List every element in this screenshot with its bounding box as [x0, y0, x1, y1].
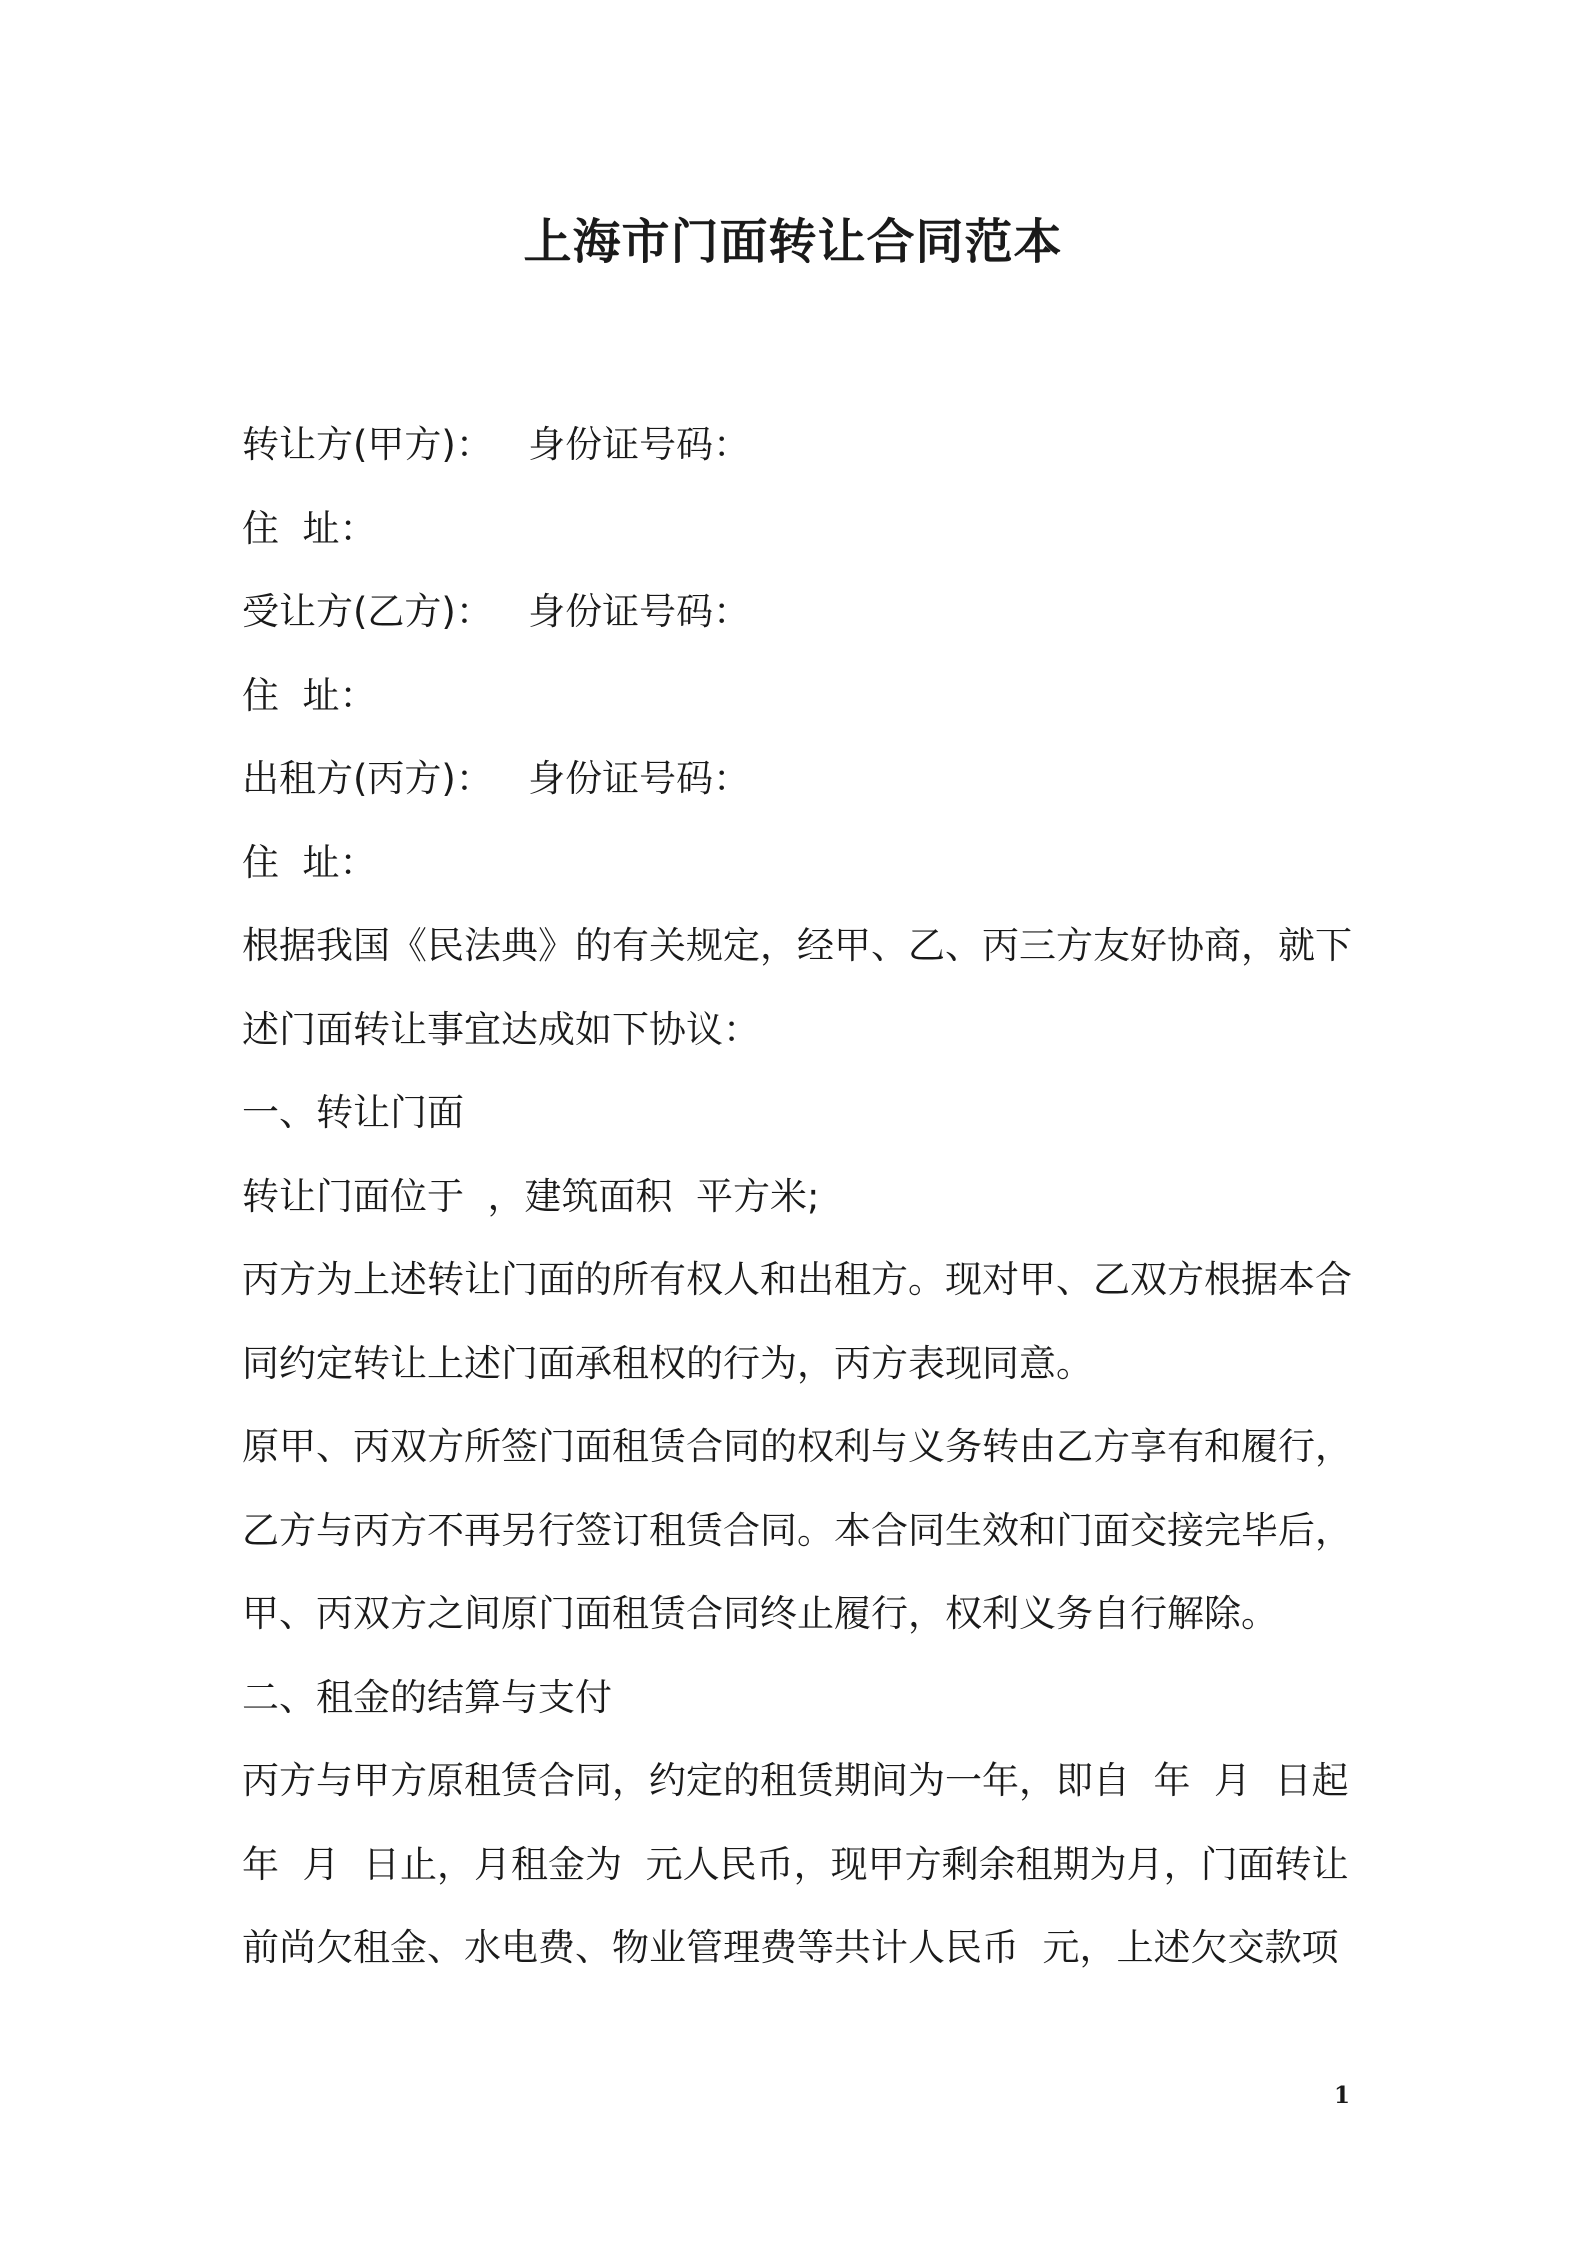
section-heading: 二、租金的结算与支付 [242, 1675, 612, 1719]
paragraph-line: 转让门面位于 ，建筑面积 平方米; [242, 1174, 820, 1218]
paragraph-line: 丙方为上述转让门面的所有权人和出租方。现对甲、乙双方根据本合 [242, 1258, 1352, 1301]
paragraph-line: 原甲、丙双方所签门面租赁合同的权利与义务转由乙方享有和履行， [242, 1425, 1352, 1468]
paragraph-line: 甲、丙双方之间原门面租赁合同终止履行，权利义务自行解除。 [242, 1592, 1278, 1635]
document-title: 上海市门面转让合同范本 [523, 214, 1063, 270]
paragraph-line: 年 月 日止，月租金为 元人民币，现甲方剩余租期为月，门面转让 [242, 1842, 1349, 1886]
lessor-address-line: 住 址： [242, 840, 377, 884]
transferor-address-line: 住 址： [242, 506, 377, 550]
paragraph-line: 同约定转让上述门面承租权的行为，丙方表现同意。 [242, 1341, 1093, 1385]
transferor-line: 转让方(甲方)： 身份证号码： [242, 423, 751, 466]
transferee-line: 受让方(乙方)： 身份证号码： [242, 590, 751, 633]
paragraph-line: 丙方与甲方原租赁合同，约定的租赁期间为一年，即自 年 月 日起 [242, 1759, 1349, 1802]
lessor-line: 出租方(丙方)： 身份证号码： [242, 757, 751, 800]
paragraph-line: 乙方与丙方不再另行签订租赁合同。本合同生效和门面交接完毕后， [242, 1508, 1352, 1552]
transferee-address-line: 住 址： [242, 673, 377, 717]
paragraph-line: 前尚欠租金、水电费、物业管理费等共计人民币 元，上述欠交款项 [242, 1926, 1339, 1969]
document-body [242, 403, 1352, 1990]
section-heading: 一、转让门面 [242, 1091, 464, 1134]
page-number: 1 [1334, 2082, 1351, 2109]
preamble-line: 述门面转让事宜达成如下协议： [242, 1007, 760, 1051]
preamble-line: 根据我国《民法典》的有关规定，经甲、乙、丙三方友好协商，就下 [242, 924, 1352, 967]
